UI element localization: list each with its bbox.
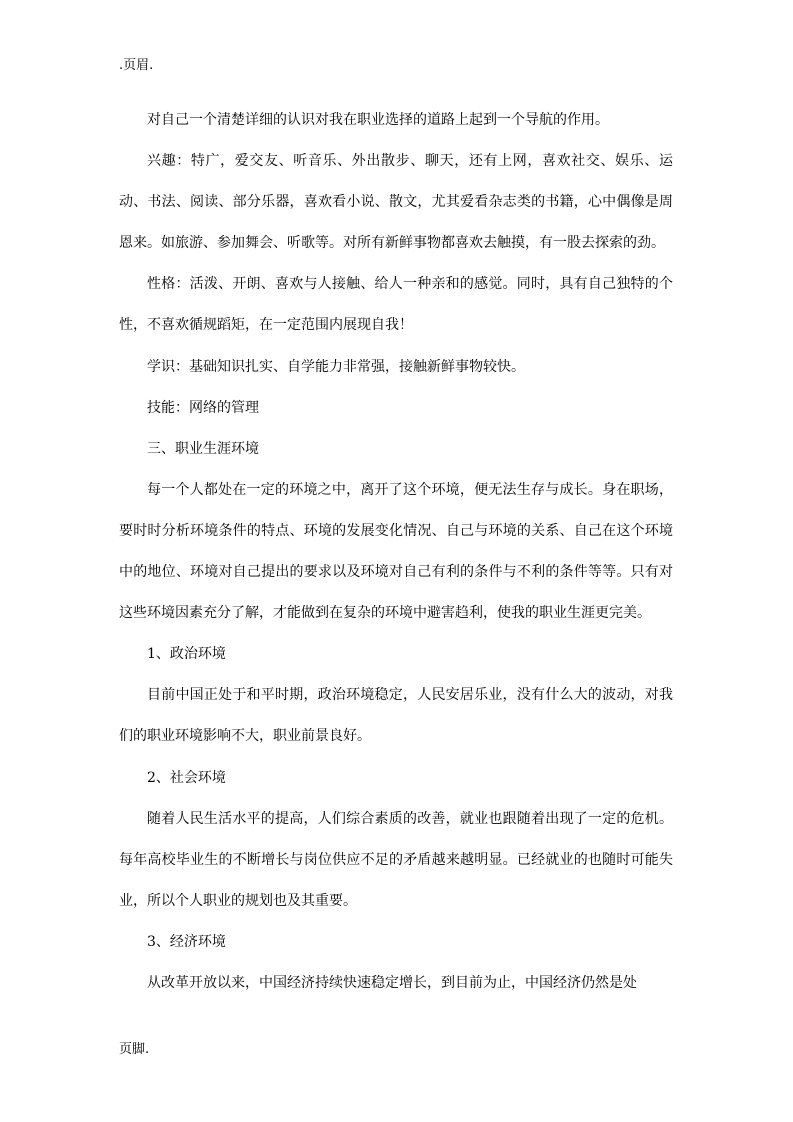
document-body <box>119 100 673 1004</box>
subheading-economic-environment: 3、经济环境 <box>147 933 226 950</box>
paragraph-self-awareness: 对自己一个清楚详细的认识对我在职业选择的道路上起到一个导航的作用。 <box>147 112 609 128</box>
section-heading-career-environment: 三、职业生涯环境 <box>147 440 259 457</box>
paragraph-skills: 技能：网络的管理 <box>147 399 259 416</box>
paragraph-environment-intro: 每一个人都处在一定的环境之中，离开了这个环境，便无法生存与成长。身在职场，要时时分析环境条件的特点、环境的发展变化情况、自己与环境的关系、自己在这个环境中的地位、环境对自己提出的要求以及环境对自己有利的条件与不利的条件等等。只有对这些环境因素充分了解，才能做到在复杂的环境中避害趋利，使我的职业生涯更完美。 <box>119 481 673 622</box>
subheading-social-environment: 2、社会环境 <box>147 769 226 786</box>
paragraph-social-environment: 随着人民生活水平的提高，人们综合素质的改善，就业也跟随着出现了一定的危机。每年高校毕业生的不断增长与岗位供应不足的矛盾越来越明显。已经就业的也随时可能失业，所以个人职业的规划也及其重要。 <box>119 810 673 909</box>
page-header: .页眉. <box>119 58 154 73</box>
subheading-political-environment: 1、政治环境 <box>147 646 226 663</box>
paragraph-knowledge: 学识：基础知识扎实、自学能力非常强，接触新鲜事物较快。 <box>147 358 525 375</box>
paragraph-political-environment: 目前中国正处于和平时期，政治环境稳定，人民安居乐业，没有什么大的波动，对我们的职业环境影响不大，职业前景良好。 <box>119 687 673 745</box>
paragraph-economic-environment: 从改革开放以来，中国经济持续快速稳定增长，到目前为止，中国经济仍然是处 <box>147 974 637 991</box>
page-footer: 页脚. <box>119 1042 150 1057</box>
paragraph-interests: 兴趣：特广，爱交友、听音乐、外出散步、聊天，还有上网，喜欢社交、娱乐、运动、书法、阅读、部分乐器，喜欢看小说、散文，尤其爱看杂志类的书籍，心中偶像是周恩来。如旅游、参加舞会、听歌等。对所有新鲜事物都喜欢去触摸，有一股去探索的劲。 <box>119 153 673 252</box>
paragraph-personality: 性格：活泼、开朗、喜欢与人接触、给人一种亲和的感觉。同时，具有自己独特的个性，不喜欢循规蹈矩，在一定范围内展现自我！ <box>119 276 673 334</box>
